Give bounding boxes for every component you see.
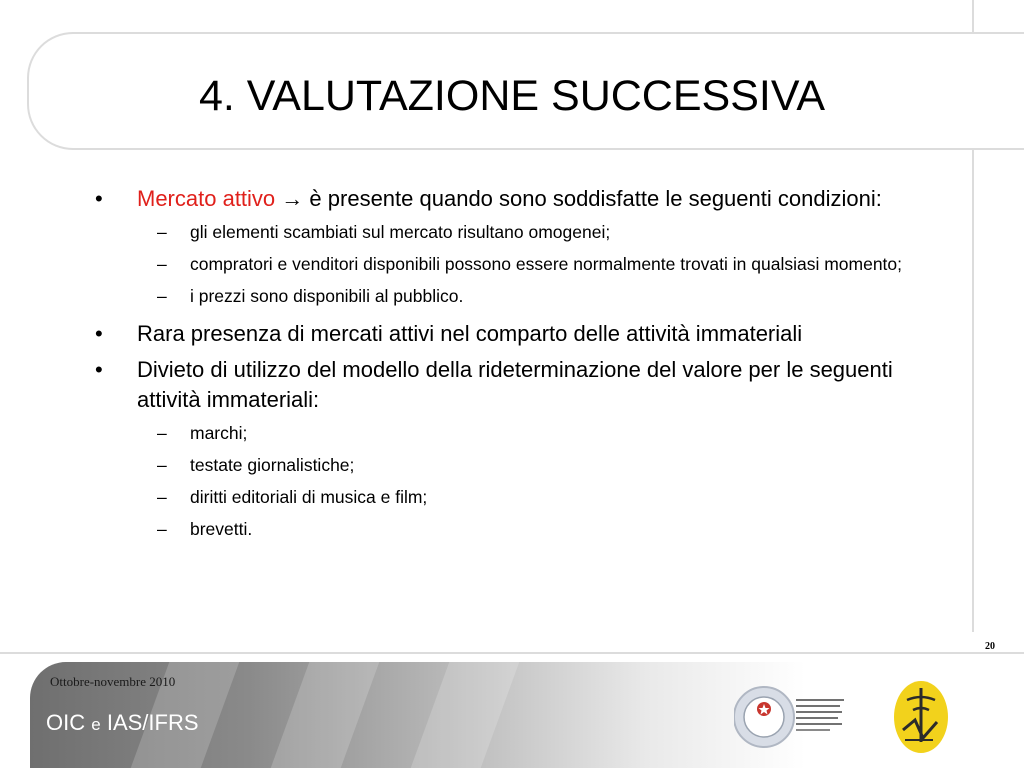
footer-subtitle [46, 710, 199, 736]
sub-item [95, 517, 925, 542]
dash-symbol: – [157, 519, 167, 539]
footer-stripe [411, 662, 520, 768]
footer-date: Ottobre-novembre 2010 [50, 674, 176, 689]
dash-symbol: – [157, 222, 167, 242]
highlight-text: Mercato attivo [137, 186, 276, 211]
sub-item [95, 284, 925, 309]
odcec-logo [734, 682, 846, 752]
dash-symbol: – [157, 423, 167, 443]
bullet-symbol: • [95, 186, 103, 211]
sub-item-text: testate giornalistiche; [190, 455, 355, 475]
arrow-icon: → [281, 186, 304, 211]
sub-item-text: i prezzi sono disponibili al pubblico. [190, 286, 464, 306]
bullet-item [95, 355, 925, 415]
bullet-symbol: • [95, 321, 103, 346]
footer-subtitle-oic: OIC [46, 710, 86, 735]
sub-item [95, 453, 925, 478]
sub-item [95, 220, 925, 245]
dash-symbol: – [157, 286, 167, 306]
dash-symbol: – [157, 254, 167, 274]
dash-symbol: – [157, 487, 167, 507]
footer-subtitle-ias: IAS/IFRS [106, 710, 199, 735]
oic-logo [893, 680, 949, 754]
bullet-text: è presente quando sono soddisfatte le seguenti condizioni: [309, 186, 882, 211]
page-number: 20 [985, 641, 995, 652]
sub-item-text: marchi; [190, 423, 248, 443]
bullet-text: Rara presenza di mercati attivi nel comparto delle attività immateriali [137, 321, 803, 346]
footer-stripe [271, 662, 380, 768]
sub-item [95, 252, 925, 277]
bullet-item [95, 184, 925, 214]
bullet-symbol: • [95, 357, 103, 382]
slide-title: 4. VALUTAZIONE SUCCESSIVA [198, 72, 826, 120]
slide-frame-bottom [0, 652, 1024, 654]
sub-item-text: diritti editoriali di musica e film; [190, 487, 428, 507]
sub-item [95, 485, 925, 510]
sub-item-text: brevetti. [190, 519, 253, 539]
sub-item-text: compratori e venditori disponibili possono essere normalmente trovati in qualsiasi momento; [190, 254, 903, 274]
dash-symbol: – [157, 455, 167, 475]
oic-logo-icon [893, 680, 949, 754]
sub-item [95, 421, 925, 446]
sub-item-text: gli elementi scambiati sul mercato risultano omogenei; [190, 222, 611, 242]
bullet-text: Divieto di utilizzo del modello della rideterminazione del valore per le seguenti attività immateriali: [137, 357, 893, 412]
bullet-item [95, 319, 925, 349]
footer-subtitle-e: e [91, 715, 101, 734]
slide-content [95, 184, 925, 549]
odcec-logo-icon [734, 682, 846, 752]
